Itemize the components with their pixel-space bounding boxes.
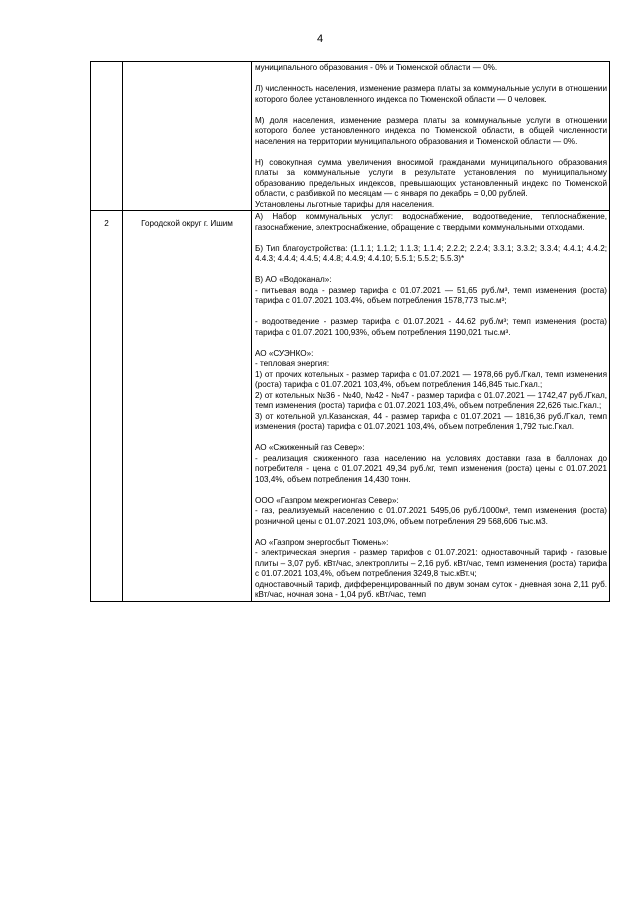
paragraph: 2) от котельных №36 - №40, №42 - №47 - размер тарифа с 01.07.2021 — 1742,47 руб./Гкал, темп изменения (роста) тарифа с 01.07.2021 103,4%, объем потребления 22,626 тыс.Гкал.;: [255, 390, 607, 410]
description-cell: [252, 62, 610, 211]
paragraph-spacer: [255, 433, 607, 444]
paragraph-spacer: [255, 147, 607, 158]
paragraph: - тепловая энергия:: [255, 359, 330, 368]
paragraph-spacer: [255, 485, 607, 496]
paragraph-spacer: [255, 265, 607, 276]
row-number: 2: [104, 219, 109, 228]
paragraph: АО «Сжиженный газ Север»:: [255, 443, 365, 452]
paragraph-spacer: [255, 338, 607, 349]
paragraph: В) АО «Водоканал»:: [255, 275, 332, 284]
paragraph-spacer: [255, 74, 607, 85]
paragraph: - электрическая энергия - размер тарифов с 01.07.2021: одноставочный тариф - газовые плиты – 3,07 руб. кВт/час, электроплиты – 2,16 руб. кВт/час, темп изменения (роста) тарифа с 01.07.2021 103,4%, объем потребления 3249,8 тыс.кВт.ч;: [255, 548, 607, 578]
paragraph-spacer: [255, 233, 607, 244]
paragraph: 3) от котельной ул.Казанская, 44 - размер тарифа с 01.07.2021 — 1816,36 руб./Гкал, темп изменения (роста) тарифа с 01.07.2021 103,4%, объем потребления 1,792 тыс.Гкал.: [255, 411, 607, 431]
row-number-cell: [91, 211, 123, 602]
paragraph: 1) от прочих котельных - размер тарифа с 01.07.2021 — 1978,66 руб./Гкал, темп изменения (роста) тарифа с 01.07.2021 103,4%, объем потребления 146,845 тыс.Гкал.;: [255, 369, 607, 389]
paragraph: Б) Тип благоустройства: (1.1.1; 1.1.2; 1.1.3; 1.1.4; 2.2.2; 2.2.4; 3.3.1; 3.3.2; 3.3.4; 4.4.1; 4.4.2; 4.4.3; 4.4.4; 4.4.5; 4.4.8; 4.4.9; 4.4.10; 5.5.1; 5.5.2; 5.5.3)*: [255, 243, 607, 263]
paragraph: - водоотведение - размер тарифа с 01.07.2021 - 44.62 руб./м³; темп изменения (роста) тарифа с 01.07.2021 100,93%, объем потребления 1190,021 тыс.м³.: [255, 317, 607, 337]
row-number-cell: [91, 62, 123, 211]
document-table: [90, 61, 610, 602]
table-row-continuation: [91, 62, 610, 211]
paragraph: - реализация сжиженного газа населению на условиях доставки газа в баллонах до потребителя - цена с 01.07.2021 49,34 руб./кг, темп изменения (роста) цены с 01.07.2021 103,4%, объем потребления 14,430 тонн.: [255, 453, 607, 484]
paragraph-spacer: [255, 307, 607, 318]
paragraph: муниципального образования - 0% и Тюменской области — 0%.: [255, 63, 498, 72]
paragraph: М) доля населения, изменение размера платы за коммунальные услуги в отношении которого более установленного индекса по Тюменской области, в общей численности населения на территории муниципального образования и Тюменской области — 0%.: [255, 115, 607, 146]
paragraph: - газ, реализуемый населению с 01.07.2021 5495,06 руб./1000м³, темп изменения (роста) розничной цены с 01.07.2021 103,0%, объем потребления 29 568,606 тыс.м3.: [255, 506, 607, 526]
organization-cell: [123, 62, 252, 211]
paragraph: - питьевая вода - размер тарифа с 01.07.2021 — 51,65 руб./м³, темп изменения (роста) тарифа с 01.07.2021 103.4%, объем потребления 1578,773 тыс.м³;: [255, 285, 607, 305]
paragraph: А) Набор коммунальных услуг: водоснабжение, водоотведение, теплоснабжение, газоснабжение, электроснабжение, обращение с твердыми коммунальными отходами.: [255, 212, 607, 232]
paragraph: ООО «Газпром межрегионгаз Север»:: [255, 495, 399, 505]
paragraph: Установлены льготные тарифы для населения.: [255, 199, 435, 209]
description-cell: [252, 211, 610, 602]
paragraph-spacer: [255, 105, 607, 116]
paragraph: Л) численность населения, изменение размера платы за коммунальные услуги в отношении которого более установленного индекса по Тюменской области — 0 человек.: [255, 84, 607, 104]
paragraph-spacer: [255, 527, 607, 538]
organization-name: Городской округ г. Ишим: [141, 219, 233, 228]
paragraph: АО «Газпром энергосбыт Тюмень»:: [255, 537, 389, 547]
paragraph: АО «СУЭНКО»:: [255, 348, 314, 358]
page-number: 4: [316, 33, 324, 45]
paragraph: одноставочный тариф, дифференцированный по двум зонам суток - дневная зона 2,11 руб. кВт/час, ночная зона - 1,04 руб. кВт/час, темп: [255, 579, 607, 599]
table-row: [91, 211, 610, 602]
paragraph: Н) совокупная сумма увеличения вносимой гражданами муниципального образования платы за коммунальные услуги в результате установления по муниципальному образованию предельных индексов, превышающих установленный индекс по Тюменской области, с разбивкой по месяцам — с января по декабрь = 0,00 рублей.: [255, 157, 607, 198]
organization-cell: [123, 211, 252, 602]
